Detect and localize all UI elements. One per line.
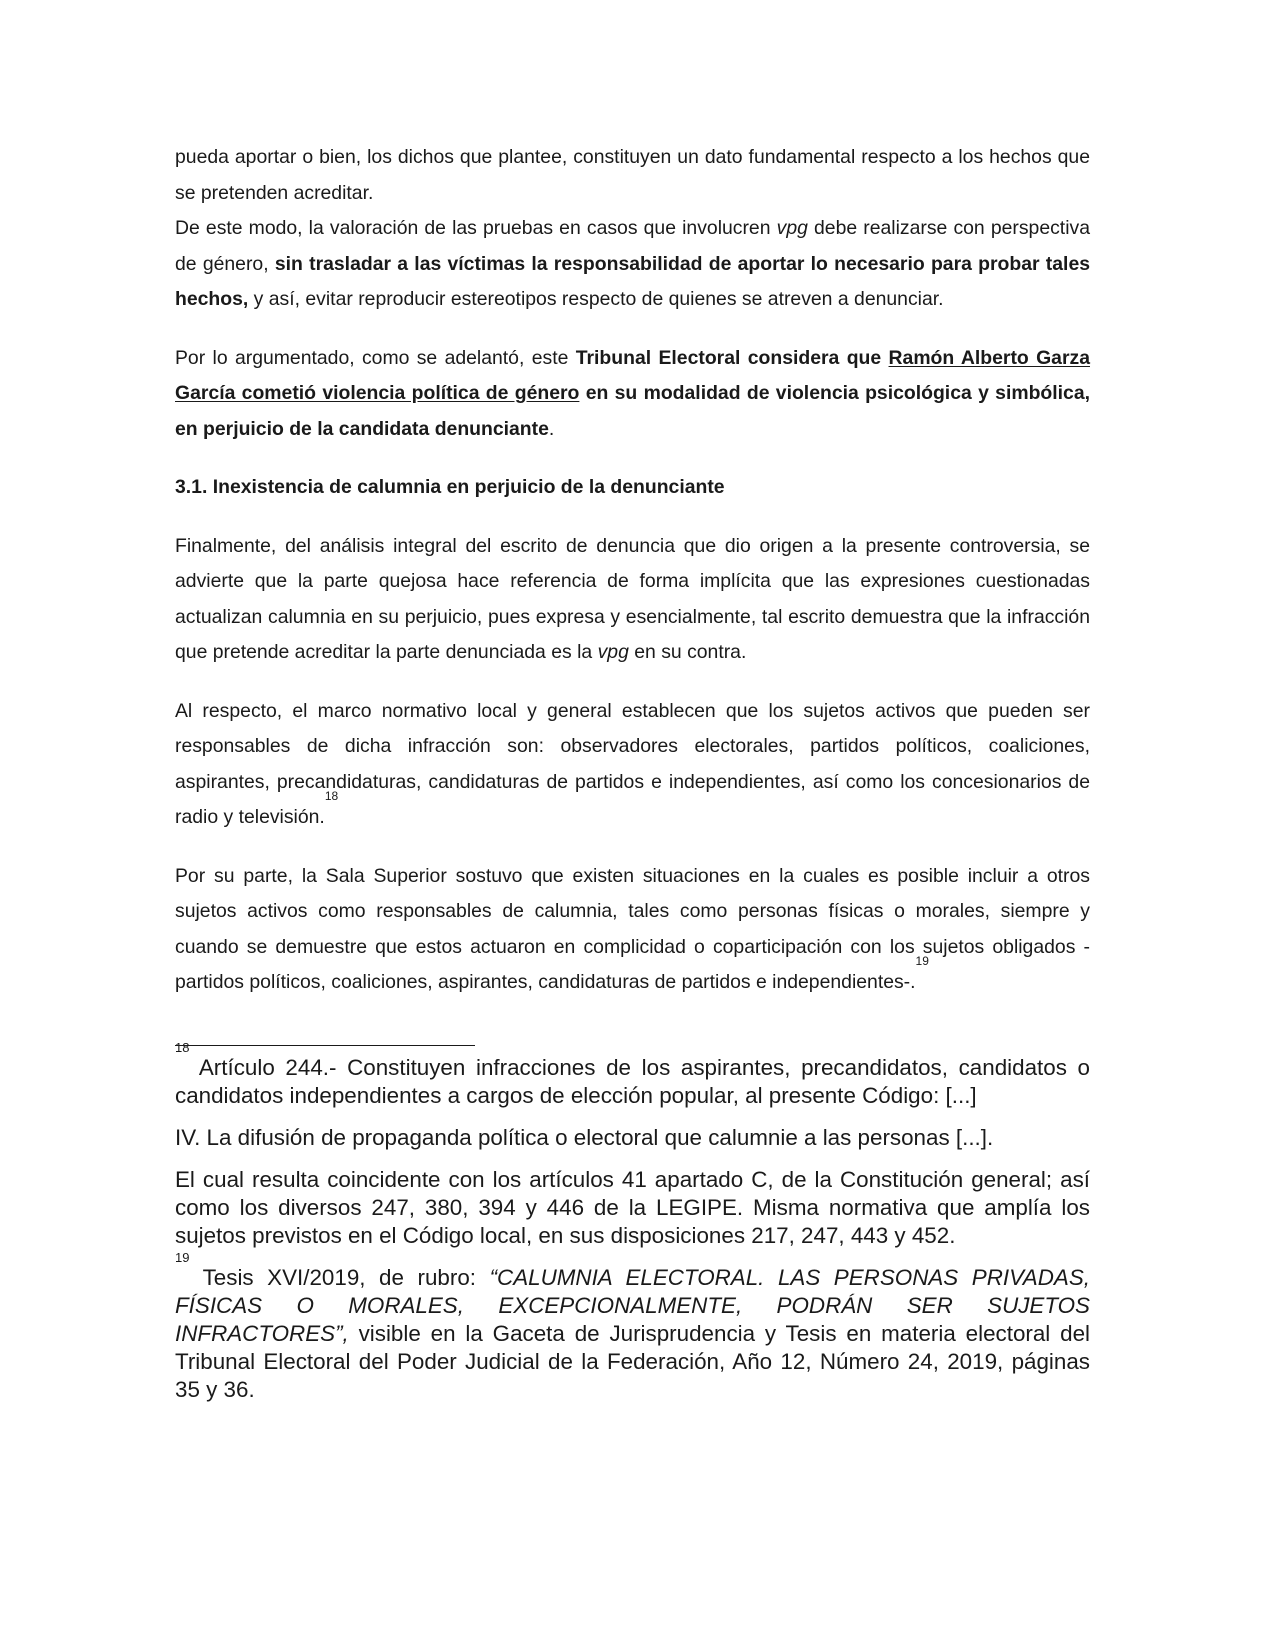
section-heading: 3.1. Inexistencia de calumnia en perjuicio de la denunciante <box>175 476 725 498</box>
paragraph-5 <box>175 694 1090 836</box>
paragraph-3-bold-b: Tribunal Electoral considera que <box>575 346 889 369</box>
paragraph-2 <box>175 211 1090 318</box>
paragraph-3-text-a: Por lo argumentado, como se adelantó, este <box>175 346 576 369</box>
footnote-18-text: Artículo 244.- Constituyen infracciones de los aspirantes, precandidatos, candidatos o candidatos independientes a cargos de elección popular, al presente Código: [...] <box>175 1054 1090 1108</box>
footnote-19 <box>175 1249 1091 1404</box>
footnote-18 <box>175 1039 1090 1110</box>
paragraph-6-text: Por su parte, la Sala Superior sostuvo que existen situaciones en la cuales es posible incluir a otros sujetos activos como responsables de calumnia, tales como personas físicas o morales, siempre y cuando se demuestre que estos actuaron en complicidad o coparticipación con los sujetos obligados -partidos políticos, coaliciones, aspirantes, candidaturas de partidos e independientes-. <box>175 864 1090 993</box>
footnote-18-line-3: El cual resulta coincidente con los artículos 41 apartado C, de la Constitución general; así como los diversos 247, 380, 394 y 446 de la LEGIPE. Misma normativa que amplía los sujetos previstos en el Código local, en sus disposiciones 217, 247, 443 y 452. <box>175 1166 1090 1248</box>
paragraph-2-text-e: y así, evitar reproducir estereotipos respecto de quienes se atreven a denunciar. <box>248 288 944 310</box>
paragraph-4-vpg: vpg <box>597 641 629 663</box>
paragraph-3 <box>175 341 1090 448</box>
footnote-19-number: 19 <box>175 1249 190 1265</box>
footnote-separator <box>175 1045 475 1046</box>
paragraph-4 <box>175 529 1090 671</box>
footnote-19-text-c: visible en la Gaceta de Jurisprudencia y Tesis en materia electoral del Tribunal Electoral del Poder Judicial de la Federación, Año 12, Número 24, 2019, páginas 35 y 36. <box>175 1320 1090 1402</box>
paragraph-2-vpg: vpg <box>776 217 808 239</box>
paragraph-3-text-e: . <box>548 417 555 440</box>
paragraph-1-text: pueda aportar o bien, los dichos que plantee, constituyen un dato fundamental respecto a los hechos que se pretenden acreditar. <box>175 146 1090 204</box>
paragraph-3-bold-d: en su modalidad de violencia psicológica y simbólica, en perjuicio de la candidata denunciante <box>175 382 1091 440</box>
footnote-19-text-a: Tesis XVI/2019, de rubro: <box>189 1264 490 1290</box>
paragraph-6 <box>175 859 1090 1001</box>
paragraph-4-text-a: Finalmente, del análisis integral del escrito de denuncia que dio origen a la presente controversia, se advierte que la parte quejosa hace referencia de forma implícita que las expresiones cuestionadas actualizan calumnia en su perjuicio, pues expresa y esencialmente, tal escrito demuestra que la infracción que pretende acreditar la parte denunciada es la <box>175 534 1090 663</box>
footnote-ref-19[interactable]: 19 <box>915 954 929 968</box>
paragraph-2-bold: sin trasladar a las víctimas la responsabilidad de aportar lo necesario para probar tales hechos, <box>175 252 1091 310</box>
paragraph-1 <box>175 140 1090 211</box>
paragraph-2-text-a: De este modo, la valoración de las pruebas en casos que involucren <box>175 217 777 239</box>
paragraph-5-text: Al respecto, el marco normativo local y general establecen que los sujetos activos que pueden ser responsables de dicha infracción son: observadores electorales, partidos políticos, coaliciones, aspirantes, precandidaturas, candidaturas de partidos e independientes, así como los concesionarios de radio y televisión. <box>175 699 1090 828</box>
paragraph-4-text-c: en su contra. <box>628 641 747 663</box>
paragraph-2-text-c: debe realizarse con perspectiva de género, <box>175 217 1090 275</box>
paragraph-3-underlined-name: Ramón Alberto Garza García cometió violencia política de género <box>175 346 1090 404</box>
footnote-18-line-2: IV. La difusión de propaganda política o electoral que calumnie a las personas [...]. <box>175 1124 994 1150</box>
footnote-18-number: 18 <box>175 1039 190 1055</box>
footnote-ref-18[interactable]: 18 <box>324 789 339 803</box>
document-page <box>175 140 1090 1418</box>
footnote-19-title: “CALUMNIA ELECTORAL. LAS PERSONAS PRIVADAS, FÍSICAS O MORALES, EXCEPCIONALMENTE, PODRÁN SER SUJETOS INFRACTORES”, <box>175 1264 1091 1346</box>
